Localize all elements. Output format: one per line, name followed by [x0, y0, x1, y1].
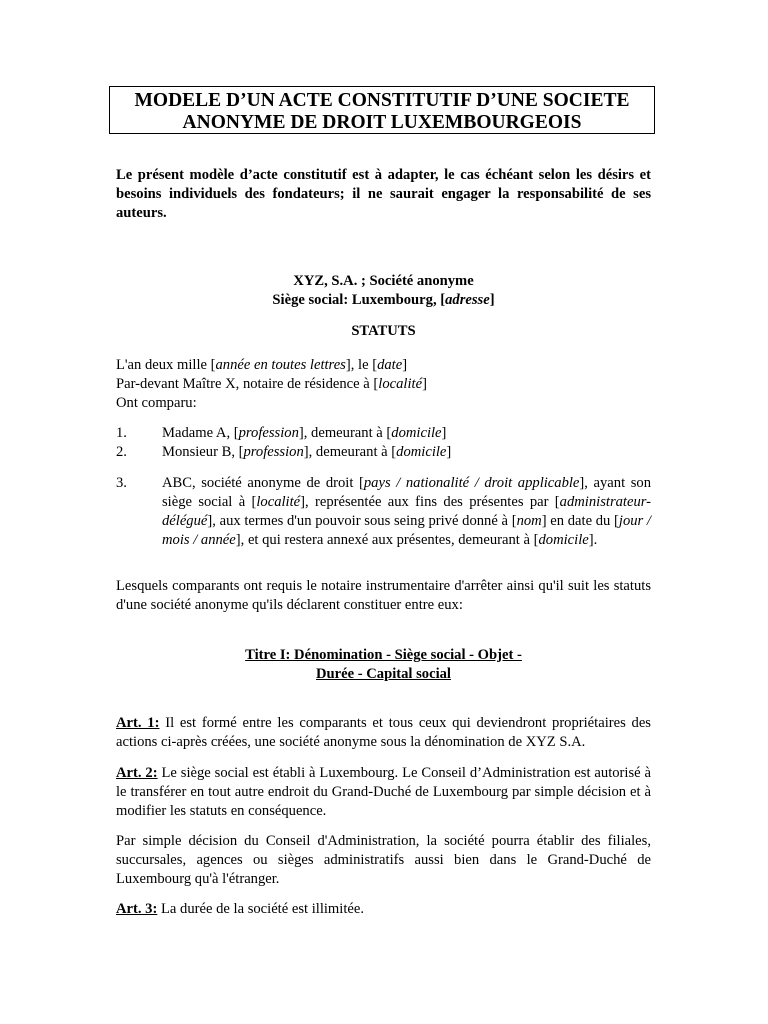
document-title-box — [109, 86, 655, 134]
party-item-2: 2. Monsieur B, [profession], demeurant à [domicile] — [116, 444, 452, 460]
preamble-line-2: Par-devant Maître X, notaire de résidence à [localité] — [116, 376, 427, 392]
company-seat: Siège social: Luxembourg, [adresse] — [272, 292, 495, 308]
disclaimer-paragraph: Le présent modèle d’acte constitutif est à adapter, le cas échéant selon les désirs et besoins individuels des fondateurs; il ne saurait engager la responsabilité de ses auteurs. — [116, 167, 651, 221]
article-3-label: Art. 3: — [116, 901, 158, 917]
article-1: Art. 1: Il est formé entre les comparants et tous ceux qui deviendront propriétaires des actions ci-après créées, une société anonyme sous la dénomination de XYZ S.A. — [116, 715, 651, 750]
party-item-3: 3. ABC, société anonyme de droit [pays / nationalité / droit applicable], ayant son siège social à [localité], représentée aux fins des présentes par [administrateur-délégué], aux termes d'un pouvoir sous seing privé donné à [nom] en date du [jour / mois / année], et qui restera annexé aux présentes, demeurant à [domicile]. — [116, 475, 652, 548]
title-line-1: MODELE D’UN ACTE CONSTITUTIF D’UNE SOCIETE — [134, 90, 630, 111]
company-name: XYZ, S.A. ; Société anonyme — [293, 273, 474, 289]
preamble-line-1: L'an deux mille [année en toutes lettres], le [date] — [116, 357, 408, 373]
titre-1-heading — [116, 646, 651, 684]
titre-1-line-2: Durée - Capital social — [316, 666, 451, 682]
statuts-heading: STATUTS — [351, 323, 416, 339]
article-2-paragraph-2: Par simple décision du Conseil d'Administration, la société pourra établir des filiales, succursales, agences ou sièges administratifs aussi bien dans le Grand-Duché de Luxembourg qu'à l'étranger. — [116, 833, 651, 887]
preamble-line-3: Ont comparu: — [116, 395, 197, 411]
article-3: Art. 3: La durée de la société est illimitée. — [116, 901, 365, 917]
article-1-label: Art. 1: — [116, 715, 160, 731]
title-line-2: ANONYME DE DROIT LUXEMBOURGEOIS — [182, 112, 582, 133]
preamble — [116, 356, 651, 413]
party-list — [116, 424, 651, 462]
titre-1-line-1: Titre I: Dénomination - Siège social - Objet - — [245, 647, 522, 663]
party-item-1: 1. Madame A, [profession], demeurant à [domicile] — [116, 425, 447, 441]
article-2: Art. 2: Le siège social est établi à Luxembourg. Le Conseil d’Administration est autorisé à le transférer en tout autre endroit du Grand-Duché de Luxembourg par simple décision et à modifier les statuts en conséquence. — [116, 765, 651, 819]
company-header — [116, 272, 651, 310]
lesquels-paragraph: Lesquels comparants ont requis le notaire instrumentaire d'arrêter ainsi qu'il suit les statuts d'une société anonyme qu'ils déclarent constituer entre eux: — [116, 578, 651, 613]
article-2-label: Art. 2: — [116, 765, 158, 781]
